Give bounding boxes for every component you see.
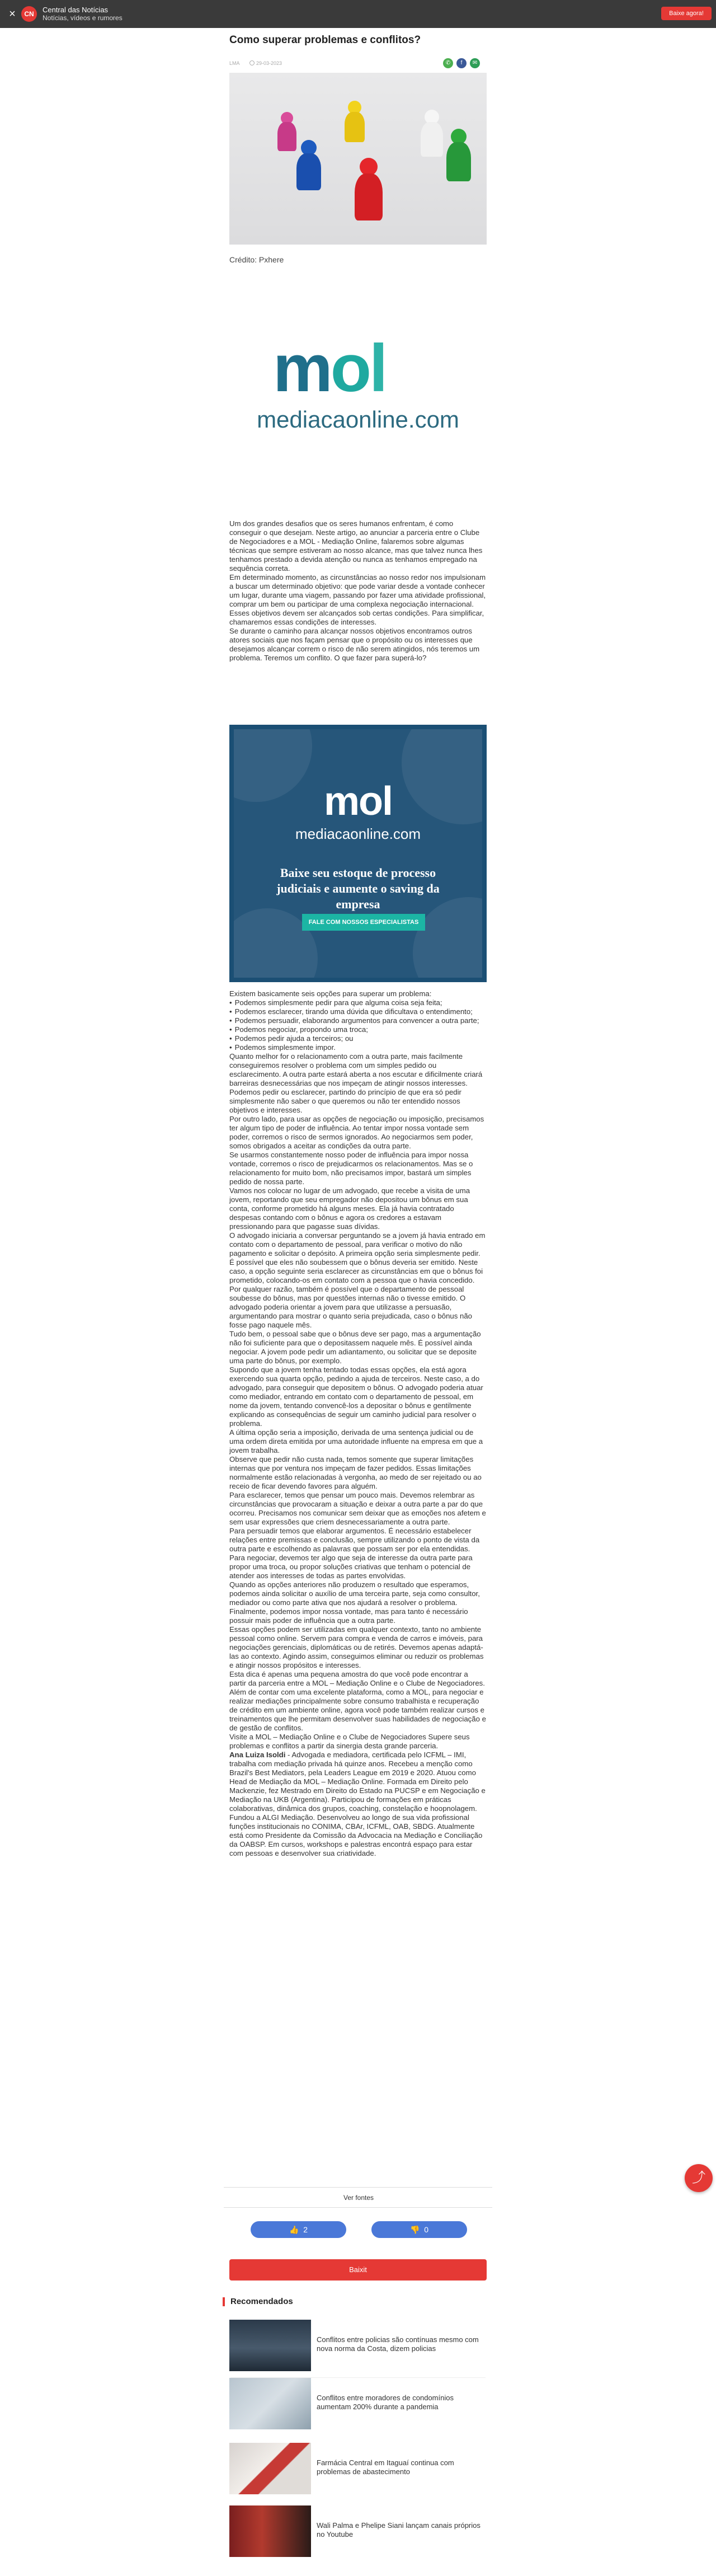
article-body-main: Existem basicamente seis opções para superar um problema: • Podemos simplesmente pedir para que alguma coisa seja feita; • Podemos esclarecer, tirando uma dúvida que dificultava o entendimento; • Podemos persuadir, elaborando argumentos para convencer a outra parte; • Podemos negociar, propondo uma troca; • Podemos pedir ajuda a terceiros; ou • Podemos simplesmente impor. Quanto melhor for o relacionamento com a outra parte, mais facilmente conseguiremos resolver o problema com um simples pedido ou esclarecimento. A outra parte estará aberta a nos escutar e dificilmente criará barreiras desnecessárias que nos impeçam de atingir nossos interesses. Podemos pedir ou esclarecer, partindo do princípio de que era só pedir simplesmente não saber o que queremos ou não ter entendido nossos objetivos e interesses. Por outro lado, para usar as opções de negociação ou imposição, precisamos ter algum tipo de poder de influência. Ao tentar impor nossa vontade sem poder, corremos o risco de sermos ignorados. Ao negociarmos sem poder, somos obrigados a aceitar as condições da outra parte. Se usarmos constantemente nosso poder de influência para impor nossa vontade, corremos o risco de prejudicarmos os relacionamentos. Mas se o relacionamento for muito bom, não precisamos impor, bastará um simples pedido de nossa parte. Vamos nos colocar no lugar de um advogado, que recebe a visita de uma jovem, reportando que seu empregador não depositou um bônus em sua conta, conforme prometido há alguns meses. Ela já havia contratado despesas contando com o bônus e agora os credores a estavam pressionando para que pagasse suas dívidas. O advogado iniciaria a conversar perguntando se a jovem já havia entrado em contato com o departamento de pessoal, para verificar o motivo do não pagamento e solicitar o depósito. A primeira opção seria simplesmente pedir. É possível que eles não soubessem que o bônus deveria ser emitido. Neste caso, a opção seguinte seria esclarecer as circunstâncias em que o bônus foi prometido, colocando-os em contato com a pessoa que o havia concedido. Por qualquer razão, também é possível que o departamento de pessoal soubesse do bônus, mas por questões internas não o tivesse emitido. O advogado poderia orientar a jovem para que utilizasse a persuasão, argumentando para mostrar o quanto seria prejudicada, caso o bônus não fosse pago naquele mês. Tudo bem, o pessoal sabe que o bônus deve ser pago, mas a argumentação não foi suficiente para que o depositassem naquele mês. É possível ainda negociar. A jovem pode pedir um adiantamento, ou solicitar que se deposite uma parte do bônus, por exemplo. Supondo que a jovem tenha tentado todas essas opções, ela está agora exercendo sua quarta opção, pedindo a ajuda de terceiros. Neste caso, a do advogado, para conseguir que depositem o bônus. O advogado poderia atuar como mediador, entrando em contato com o departamento de pessoal, em nome da jovem, tentando convencê-los a depositar o bônus e gentilmente explicando as consequências de seguir um caminho judicial para resolver o problema. A última opção seria a imposição, derivada de uma sentença judicial ou de uma ordem direta emitida por uma autoridade influente na empresa em que a jovem trabalha. Observe que pedir não custa nada, temos somente que superar limitações internas que por ventura nos impeçam de fazer pedidos. Essas limitações normalmente estão relacionadas à vergonha, ao medo de ser rejeitado ou ao receio de ficar devendo favores para alguém. Para esclarecer, temos que pensar um pouco mais. Devemos relembrar as circunstâncias que provocaram a situação e deixar a outra parte a par do que ocorreu. Precisamos nos comunicar sem deixar que as emoções nos afetem e sem usar expressões que criem desnecessariamente a outra parte. Para persuadir temos que elaborar argumentos. É necessário estabelecer relações entre premissas e conclusão, sempre utilizando o ponto de vista da outra parte e escolhendo as palavras que possam ser por ela entendidas. Para negociar, devemos ter algo que seja de interesse da outra parte para propor uma troca, ou propor soluções criativas que tenham o potencial de atender aos interesses de todas as partes envolvidas. Quando as opções anteriores não produzem o resultado que esperamos, podemos ainda solicitar o auxílio de uma terceira parte, seja como consultor, mediador ou como parte ativa que nos ajudará a resolver o problema. Finalmente, podemos impor nossa vontade, mas para tanto é necessário possuir mais poder de influência que a outra parte. Essas opções podem ser utilizadas em qualquer contexto, tanto no ambiente pessoal como online. Servem para compra e venda de carros e imóveis, para negociações gerenciais, diplomáticas ou de retirés. Devemos apenas adaptá-las ao contexto. Agindo assim, conseguimos eliminar ou reduzir os problemas e atingir nossos propósitos e interesses. Esta dica é apenas uma pequena amostra do que você pode encontrar a partir da parceria entre a MOL – Mediação Online e o Clube de Negociadores. Além de contar com uma excelente plataforma, como a MOL, para negociar e realizar mediações principalmente sobre consumo trabalhista e recuperação de crédito em um ambiente online, agora você pode também realizar cursos e treinamentos que lhe permitam desenvolver suas habilidades de negociação e de gestão de conflitos. Visite a MOL – Mediação Online e o Clube de Negociadores Supere seus problemas e conflitos a partir da sinergia desta grande parceria. Ana Luiza Isoldi - Advogada e mediadora, certificada pelo ICFML – IMI, trabalha com mediação privada há quinze anos. Recebeu a menção como Brazil's Best Mediators, pela Leaders League em 2019 e 2020. Atuou como Head de Mediação da MOL – Mediação Online. Formada em Direito pelo Mackenzie, fez Mestrado em Direito do Estado na PUCSP e em Negociação e Mediação na UKB (Argentina). Participou de formações em práticas colaborativas, dinâmica dos grupos, coaching, constelação e hoopnolagem. Fundou a ALGI Mediação. Desenvolveu ao longo de sua vida profissional funções institucionais no CONIMA, CBAr, ICFML, OAB, SBDG. Atualmente está como Presidente da Comissão da Advocacia na Mediação e Conciliação da OABSP. Em cursos, workshops e palestras encontrá espaço para estar com pessoas e desenvolver sua criatividade. (229, 989, 487, 1858)
list-item[interactable]: Farmácia Central em Itaguaí continua com problemas de abastecimento (229, 2443, 493, 2494)
banner-cta-button[interactable]: FALE COM NOSSOS ESPECIALISTAS (302, 914, 425, 931)
send-button[interactable]: Baixit (229, 2259, 487, 2281)
app-name: Central das Notícias (43, 6, 109, 14)
like-button[interactable]: 👍 2 (251, 2221, 346, 2238)
rec-thumbnail (229, 2320, 311, 2371)
author-bio: Ana Luiza Isoldi - Advogada e mediadora, certificada pelo ICFML – IMI, trabalha com mediação privada há quinze anos. Recebeu a menção como Brazil's Best Mediators, pela Leaders League em 2019 e 2020. Atuou como Head de Mediação da MOL – Mediação Online. Formada em Direito pelo Mackenzie, fez Mestrado em Direito do Estado na PUCSP e em Negociação e Mediação na UKB (Argentina). Participou de formações em práticas colaborativas, dinâmica dos grupos, coaching, constelação e hoopnolagem. Fundou a ALGI Mediação. Desenvolveu ao longo de sua vida profissional funções institucionais no CONIMA, CBAr, ICFML, OAB, SBDG. Atualmente está como Presidente da Comissão da Advocacia na Mediação e Conciliação da OABSP. Em cursos, workshops e palestras encontrá espaço para estar com pessoas e desenvolver sua criatividade. (229, 1751, 486, 1857)
list-item: • Podemos simplesmente pedir para que alguma coisa seja feita; (229, 998, 487, 1007)
article-author: LMA (229, 60, 240, 66)
list-item: • Podemos esclarecer, tirando uma dúvida que dificultava o entendimento; (229, 1007, 487, 1016)
share-icon[interactable]: ⤴ (685, 2164, 713, 2192)
facebook-share-icon[interactable]: f (456, 58, 467, 68)
options-list (229, 998, 487, 1052)
list-item: • Podemos pedir ajuda a terceiros; ou (229, 1034, 487, 1043)
download-app-button[interactable]: Baixe agora! (661, 7, 712, 20)
list-item[interactable]: Wali Palma e Phelipe Siani lançam canais próprios no Youtube (229, 2505, 493, 2557)
rec-thumbnail (229, 2378, 311, 2429)
mol-logo: mol mediacaonline.com (229, 308, 487, 453)
dislike-button[interactable]: 👎 0 (371, 2221, 467, 2238)
list-item: • Podemos negociar, propondo uma troca; (229, 1025, 487, 1034)
recommendations-title: Recomendados (223, 2297, 493, 2306)
list-item: • Podemos persuadir, elaborando argumentos para convencer a outra parte; (229, 1016, 487, 1025)
list-item[interactable]: Conflitos entre policias são contínuas mesmo com nova norma da Costa, dizem policias (229, 2320, 493, 2371)
list-item[interactable]: Conflitos entre moradores de condomínios aumentam 200% durante a pandemia (229, 2378, 493, 2429)
thumbs-up-icon: 👍 (289, 2225, 299, 2234)
article-hero-image (229, 73, 487, 245)
messenger-share-icon[interactable]: ✉ (470, 58, 480, 68)
app-logo: CN (21, 6, 37, 22)
whatsapp-share-icon[interactable]: ✆ (443, 58, 453, 68)
mol-logo-site: mediacaonline.com (257, 406, 459, 433)
mol-ad-banner[interactable]: mol mediacaonline.com Baixe seu estoque de processo judiciais e aumente o saving da empresa FALE COM NOSSOS ESPECIALISTAS (229, 725, 487, 982)
image-caption: Crédito: Pxhere (229, 255, 284, 264)
close-icon[interactable]: × (9, 8, 16, 20)
rec-thumbnail (229, 2505, 311, 2557)
recommendations (223, 2297, 493, 2572)
list-item: • Podemos simplesmente impor. (229, 1043, 487, 1052)
rec-thumbnail (229, 2443, 311, 2494)
app-subtitle: Notícias, vídeos e rumores (43, 14, 123, 22)
thumbs-down-icon: 👎 (409, 2225, 420, 2234)
article-date: 29-03-2023 (249, 60, 282, 66)
sources-link[interactable]: Ver fontes (343, 2194, 374, 2202)
clock-icon (249, 60, 255, 65)
article-title: Como superar problemas e conflitos? (229, 34, 421, 46)
article-body-intro: Um dos grandes desafios que os seres humanos enfrentam, é como conseguir o que desejam. Neste artigo, ao anunciar a parceria entre o Clube de Negociadores e a MOL - Mediação Online, falaremos sobre algumas técnicas que sempre estiveram ao nosso alcance, mas que talvez nunca lhes tenhamos prestado a devida atenção ou nunca as tenhamos empregado na sequência correta. Em determinado momento, as circunstâncias ao nosso redor nos impulsionam a buscar um determinado objetivo: que pode variar desde a vontade conhecer um lugar, durante uma viagem, passando por fazer uma atividade profissional, comprar um bem ou participar de uma complexa negociação internacional. Esses objetivos devem ser alcançados sob certas condições. Para simplificar, chamaremos essas condições de interesses. Se durante o caminho para alcançar nossos objetivos encontramos outros atores sociais que nos façam pensar que o propósito ou os interesses que desejamos alcançar correm o risco de não serem atingidos, nós teremos um problema. Teremos um conflito. O que fazer para superá-lo? (229, 519, 486, 662)
article-meta (229, 56, 487, 71)
banner-headline: Baixe seu estoque de processo judiciais e aumente o saving da empresa (276, 866, 440, 911)
app-banner (0, 0, 716, 28)
article (229, 28, 487, 2289)
